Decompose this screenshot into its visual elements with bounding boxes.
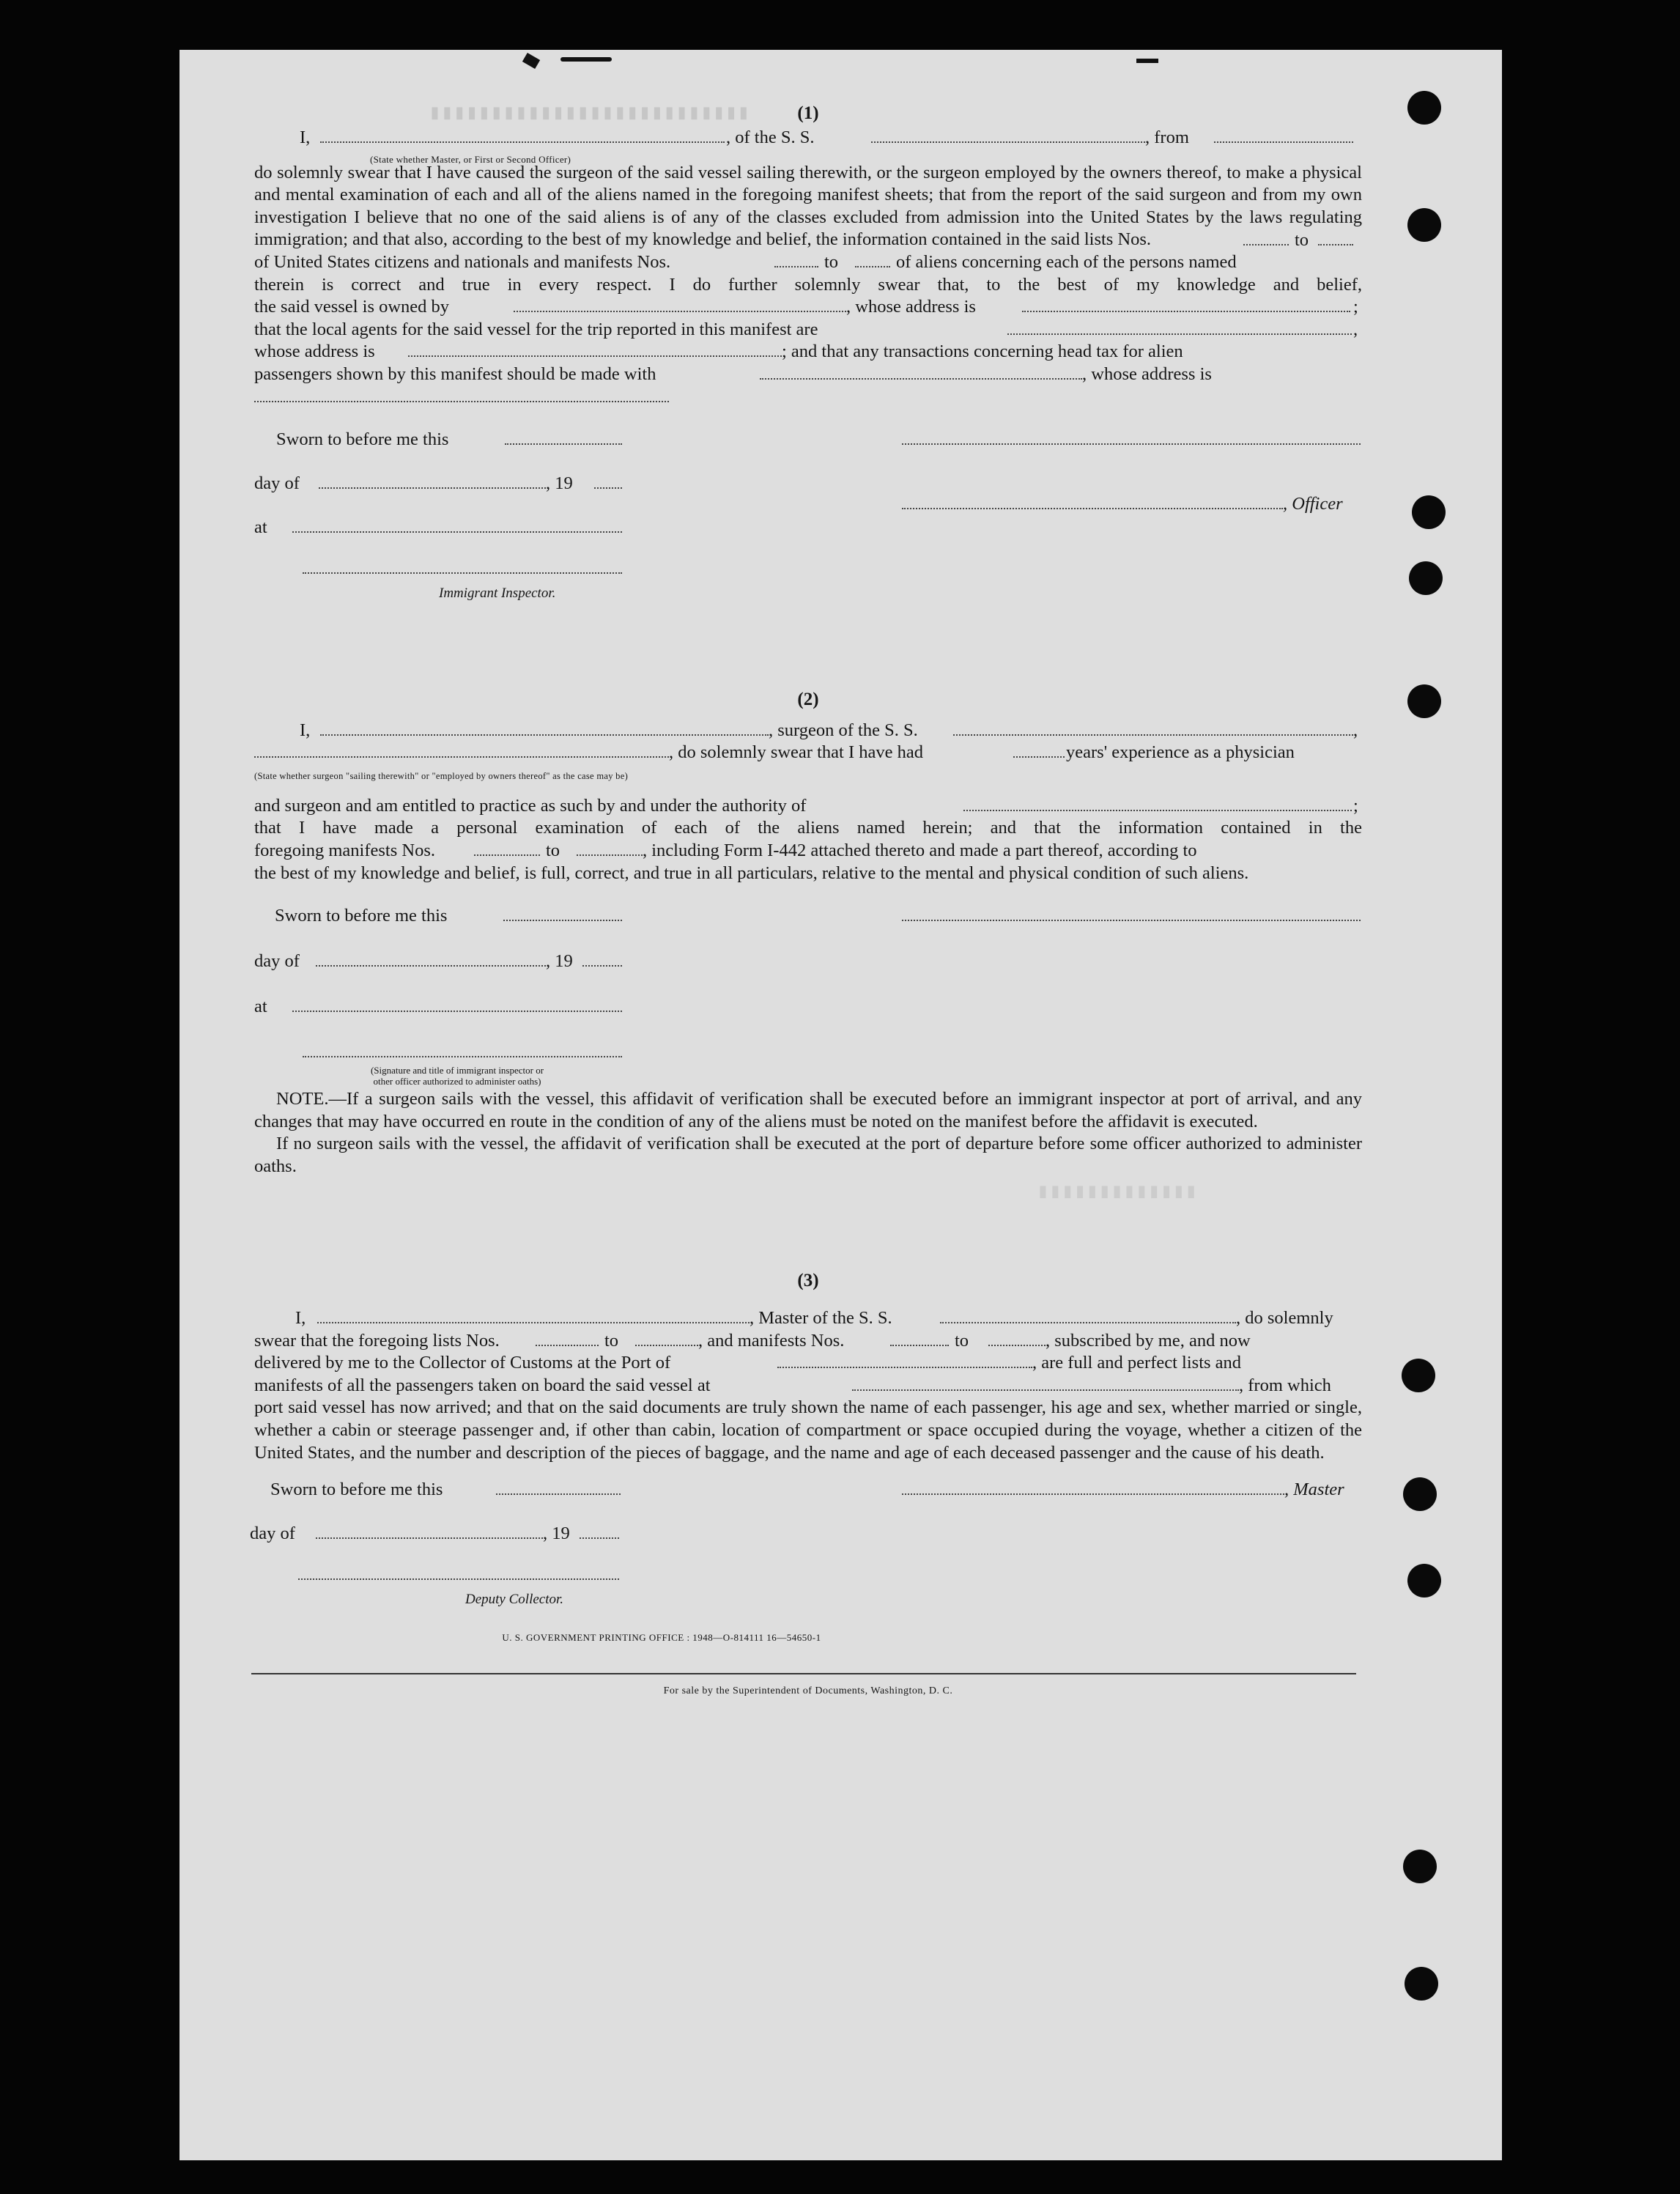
s3-deputy-label: Deputy Collector. bbox=[465, 1592, 564, 1608]
s3-port-field[interactable] bbox=[777, 1352, 1032, 1368]
s2-inspector-field[interactable] bbox=[303, 1041, 622, 1057]
section-number-3: (3) bbox=[797, 1271, 819, 1291]
s2-note-2: If no surgeon sails with the vessel, the affidavit of verification shall be executed at the port of departure before some officer authorized to administer oaths. bbox=[254, 1134, 1362, 1176]
s2-to-label: to bbox=[546, 840, 560, 860]
s1-head-tax-label: ; and that any transactions concerning head tax for alien bbox=[782, 341, 1183, 362]
s3-manifests-to-field[interactable] bbox=[988, 1330, 1046, 1346]
s2-including-label: , including Form I-442 attached thereto and made a part thereof, according to bbox=[643, 840, 1197, 860]
s3-master-signature-field[interactable] bbox=[902, 1479, 1284, 1495]
punch-hole bbox=[1407, 91, 1441, 125]
s3-to1-label: to bbox=[604, 1330, 619, 1351]
s1-head-tax-party-field[interactable] bbox=[760, 363, 1082, 380]
s1-owned-label: the said vessel is owned by bbox=[254, 297, 450, 317]
s1-caption: (State whether Master, or First or Second Officer) bbox=[370, 153, 571, 165]
s3-lists-to-field[interactable] bbox=[635, 1330, 698, 1346]
section-number-1: (1) bbox=[797, 103, 819, 123]
s2-day-field[interactable] bbox=[316, 950, 546, 967]
s3-delivered-label: delivered by me to the Collector of Customs at the Port of bbox=[254, 1353, 671, 1373]
s1-day-of-label: day of bbox=[254, 473, 300, 493]
s1-local-agents-field[interactable] bbox=[1007, 319, 1352, 335]
s1-lists-from-field[interactable] bbox=[1243, 229, 1289, 245]
s3-lists-from-field[interactable] bbox=[536, 1330, 599, 1346]
s2-sworn-label: Sworn to before me this bbox=[275, 906, 448, 926]
s1-year-field[interactable] bbox=[594, 473, 622, 489]
s3-year-label: , 19 bbox=[543, 1523, 570, 1544]
s1-year-label: , 19 bbox=[546, 473, 573, 493]
s1-owner-address-field[interactable] bbox=[1022, 296, 1350, 312]
s1-at-field[interactable] bbox=[292, 517, 622, 533]
s2-year-field[interactable] bbox=[582, 950, 622, 967]
punch-hole bbox=[1402, 1359, 1435, 1392]
s1-inspector-field[interactable] bbox=[303, 558, 622, 574]
s3-subscribed-label: , subscribed by me, and now bbox=[1046, 1330, 1251, 1351]
punch-hole bbox=[1409, 561, 1443, 595]
s2-manifests-to-field[interactable] bbox=[577, 840, 643, 856]
s1-at-label: at bbox=[254, 517, 267, 537]
s1-manifests-to-field[interactable] bbox=[855, 251, 890, 267]
s2-at-label: at bbox=[254, 997, 267, 1017]
s3-from-which-label: , from which bbox=[1239, 1375, 1331, 1395]
punch-hole bbox=[1407, 1564, 1441, 1598]
for-sale-imprint: For sale by the Superintendent of Documents, Washington, D. C. bbox=[663, 1685, 953, 1696]
s1-officer-field[interactable] bbox=[320, 127, 725, 143]
s1-agents-address-field[interactable] bbox=[408, 341, 782, 357]
s2-vessel-field[interactable] bbox=[953, 720, 1353, 736]
s2-note-1: NOTE.—If a surgeon sails with the vessel, this affidavit of verification shall be executed before an immigrant inspector at port of arrival, and any changes that may have occurred en route in the condition of any of the aliens must be noted on the manifest before the affidavit is executed. bbox=[254, 1089, 1362, 1131]
s3-year-field[interactable] bbox=[580, 1523, 619, 1539]
punch-hole bbox=[1412, 495, 1446, 529]
s3-i-label: I, bbox=[295, 1308, 306, 1329]
s1-local-agents-label: that the local agents for the said vessel for the trip reported in this manifest are bbox=[254, 319, 818, 339]
s1-from-label: , from bbox=[1145, 127, 1189, 147]
s1-officer-label: , Officer bbox=[1283, 493, 1343, 514]
s2-sig-caption-1: (Signature and title of immigrant inspector or bbox=[370, 1065, 544, 1076]
s3-swear-label: swear that the foregoing lists Nos. bbox=[254, 1330, 500, 1351]
s2-foregoing-label: foregoing manifests Nos. bbox=[254, 840, 435, 860]
punch-hole bbox=[1405, 1967, 1438, 2001]
punch-hole bbox=[1407, 208, 1441, 242]
s1-aliens-label: of aliens concerning each of the persons named bbox=[896, 251, 1237, 272]
s3-to2-label: to bbox=[955, 1330, 969, 1351]
s2-surgeon-of-label: , surgeon of the S. S. bbox=[769, 720, 918, 741]
s1-to2-label: to bbox=[824, 251, 839, 272]
s1-vessel-field[interactable] bbox=[871, 127, 1145, 143]
s2-manifests-from-field[interactable] bbox=[474, 840, 540, 856]
ink-smudge bbox=[560, 57, 612, 62]
s2-years-field[interactable] bbox=[1013, 742, 1065, 758]
s2-sig-caption bbox=[307, 1065, 607, 1087]
s1-paragraph-2: therein is correct and true in every respect. I do further solemnly swear that, to the best of my knowledge and belief, bbox=[254, 274, 1362, 295]
punch-hole bbox=[1407, 684, 1441, 718]
s1-i-label: I, bbox=[300, 127, 311, 147]
s1-to-label: to bbox=[1295, 229, 1309, 250]
s2-paragraph-b: the best of my knowledge and belief, is full, correct, and true in all particulars, relative to the mental and physical condition of such aliens. bbox=[254, 863, 1249, 883]
s2-status-field[interactable] bbox=[254, 742, 669, 758]
s3-manifests-label: , and manifests Nos. bbox=[698, 1330, 845, 1351]
s2-surgeon-field[interactable] bbox=[320, 720, 769, 736]
bleed-through-text: ▮▮▮▮▮▮▮▮▮▮▮▮▮ bbox=[1037, 1178, 1198, 1203]
s2-authority-label: and surgeon and am entitled to practice as such by and under the authority of bbox=[254, 795, 807, 816]
s3-sworn-label: Sworn to before me this bbox=[270, 1480, 443, 1500]
s2-paragraph-a: that I have made a personal examination of each of the aliens named herein; and that the information contained in the bbox=[254, 818, 1362, 838]
s3-sworn-date-field[interactable] bbox=[496, 1479, 621, 1495]
s3-day-field[interactable] bbox=[316, 1523, 543, 1539]
punch-hole bbox=[1403, 1850, 1437, 1883]
s3-manifests-from-field[interactable] bbox=[890, 1330, 949, 1346]
s2-authority-field[interactable] bbox=[963, 795, 1352, 811]
bleed-through-text: ▮▮▮▮▮▮▮▮▮▮▮▮▮▮▮▮▮▮▮▮▮▮▮▮▮▮ bbox=[429, 100, 750, 124]
s1-sworn-date-field[interactable] bbox=[505, 429, 622, 445]
s2-signature-field[interactable] bbox=[902, 905, 1361, 921]
s1-whose-address-2-label: , whose address is bbox=[1082, 363, 1212, 384]
s1-from-field[interactable] bbox=[1214, 127, 1353, 143]
s3-master-label: , Master bbox=[1284, 1480, 1344, 1500]
s1-inspector-label: Immigrant Inspector. bbox=[439, 585, 556, 601]
s1-paragraph: do solemnly swear that I have caused the surgeon of the said vessel sailing therewith, or the surgeon employed by the owners thereof, to make a physical and mental examination of each and all of the aliens named in the foregoing manifest sheets; that from the report of the said surgeon and from my own investigation I believe that no one of the said aliens is of any of the classes excluded from admission into the United States by the laws regulating immigration; and that also, according to the best of my knowledge and belief, the information contained in the said lists Nos. bbox=[254, 162, 1362, 250]
s1-agents-address-label: whose address is bbox=[254, 341, 375, 362]
s1-manifests-from-field[interactable] bbox=[774, 251, 818, 267]
s3-full-perfect-label: , are full and perfect lists and bbox=[1032, 1353, 1242, 1373]
s3-manifests-of-label: manifests of all the passengers taken on board the said vessel at bbox=[254, 1375, 711, 1395]
s2-at-field[interactable] bbox=[292, 996, 622, 1012]
s1-owner-field[interactable] bbox=[514, 296, 846, 312]
ink-smudge bbox=[1136, 59, 1158, 63]
s3-deputy-field[interactable] bbox=[298, 1564, 619, 1580]
s1-of-ss-label: , of the S. S. bbox=[726, 127, 815, 147]
s1-sworn-label: Sworn to before me this bbox=[276, 429, 449, 449]
s3-departure-field[interactable] bbox=[852, 1375, 1239, 1391]
s2-solemnly-label: , do solemnly swear that I have had bbox=[669, 742, 923, 763]
footer-rule bbox=[251, 1673, 1356, 1674]
s1-whose-address-label: , whose address is bbox=[846, 297, 976, 317]
s2-year-label: , 19 bbox=[546, 951, 573, 972]
s1-us-citizens-label: of United States citizens and nationals and manifests Nos. bbox=[254, 251, 671, 272]
ink-smudge bbox=[522, 53, 540, 69]
s1-signature-field[interactable] bbox=[902, 429, 1361, 445]
s1-day-field[interactable] bbox=[319, 473, 546, 489]
s3-master-field[interactable] bbox=[317, 1307, 750, 1323]
s2-sig-caption-2: other officer authorized to administer oaths) bbox=[373, 1076, 541, 1087]
s3-day-of-label: day of bbox=[250, 1523, 295, 1544]
s2-day-of-label: day of bbox=[254, 951, 300, 972]
punch-hole bbox=[1403, 1477, 1437, 1511]
s3-master-of-label: , Master of the S. S. bbox=[750, 1308, 892, 1329]
s1-head-tax-address-field[interactable] bbox=[254, 386, 669, 402]
s2-i-label: I, bbox=[300, 720, 311, 741]
s1-passengers-label: passengers shown by this manifest should be made with bbox=[254, 363, 656, 384]
s2-caption: (State whether surgeon "sailing therewith" or "employed by owners thereof" as the case may be) bbox=[254, 771, 629, 782]
s1-lists-to-field[interactable] bbox=[1318, 229, 1353, 245]
s3-vessel-field[interactable] bbox=[940, 1307, 1236, 1323]
s2-years-label: years' experience as a physician bbox=[1066, 742, 1295, 763]
gpo-imprint: U. S. GOVERNMENT PRINTING OFFICE : 1948—O-814111 16—54650-1 bbox=[502, 1632, 821, 1644]
s2-sworn-date-field[interactable] bbox=[503, 905, 622, 921]
s3-do-solemnly-label: , do solemnly bbox=[1236, 1308, 1333, 1329]
s1-officer-signature-field[interactable] bbox=[902, 493, 1283, 509]
section-number-2: (2) bbox=[797, 689, 819, 709]
s3-paragraph: port said vessel has now arrived; and that on the said documents are truly shown the name of each passenger, his age and sex, whether married or single, whether a cabin or steerage passenger and, if other than cabin, location of compartment or space occupied during the voyage, whether a citizen of the United States, and the number and description of the pieces of baggage, and the name and age of each deceased passenger and the cause of his death. bbox=[254, 1397, 1362, 1463]
affidavit-content: (1) I, , of the S. S. , from (State whether Master, or First or Second Officer) do solemnly swear that I have caused the surgeon of the said vessel sailing therewith, or the surgeon employed by the owners thereof, to make a physical and mental examination of each and all of the aliens named in the foregoing manifest sheets; that from the report of the said surgeon and from my own investigation I believe that no one of the said aliens is of any of the classes excluded from admission into the United States by the laws regulating immigration; and that also, according to the best of my knowledge and belief, the information contained in the said lists Nos. to of United States citizens and nationals and manifests Nos. to of aliens concerning each of the persons named therein is correct and true in every respect. I do further solemnly swear that, to the best of my knowledge and belief, the said vessel is owned by , whose address is ; that the local agents for the said vessel for the trip reported in this manifest are , whose address is ; and that any transactions concerning head tax for alien passengers shown by this manifest should be made with , whose address is Sworn to before me this day of , 19 , Officer at Immigrant Inspector. (2) I, , surgeon of the S. S. , , do solemnly swear that I have had years' experience as a physician (State whether surgeon "sailing therewith" or "employed by owners thereof" as the case may be) and surgeon and am entitled to practice as such by and under the authority of ; that I have made a personal examination of each of the aliens named herein; and that the information contained in the foregoing manifests Nos. to , including Form I-442 attached thereto and made a part thereof, according to the best of my knowledge and belief, is full, correct, and true in all particulars, relative to the mental and physical condition of such aliens. Sworn to before me this day of , 19 at (Signature and title of immigrant inspector or other officer authorized to administer oaths) NOTE.—If a surgeon sails with the vessel, this affidavit of verification shall be executed before an immigrant inspector at port of arrival, and any changes that may have occurred en route in the condition of any of the aliens must be noted on the manifest before the affidavit is executed. If no surgeon sails with the vessel, the affidavit of verification shall be executed at the port of departure before some officer authorized to administer oaths. (3) I, , Master of the S. S. , do solemnly swear that the foregoing lists Nos. to , and manifests Nos. to , subscribed by me, and now delivered by me to the Collector of Customs at the Port of , are full and perfect lists and manifests of all the passengers taken on board the said vessel at , from which port said vessel has now arrived; and that on the said documents are truly shown the name of each passenger, his age and sex, whether married or single, whether a cabin or steerage passenger and, if other than cabin, location of compartment or space occupied during the voyage, whether a citizen of the United States, and the number and description of the pieces of baggage, and the name and age of each deceased passenger and the cause of his death. Sworn to before me this , Master day of , 19 Deputy Collector. U. S. GOVERNMENT PRINTING OFFICE : 1948—O-814111 16—54650-1 For sale by the Superintendent of Documents, Washington, D. C. bbox=[254, 103, 1362, 1702]
